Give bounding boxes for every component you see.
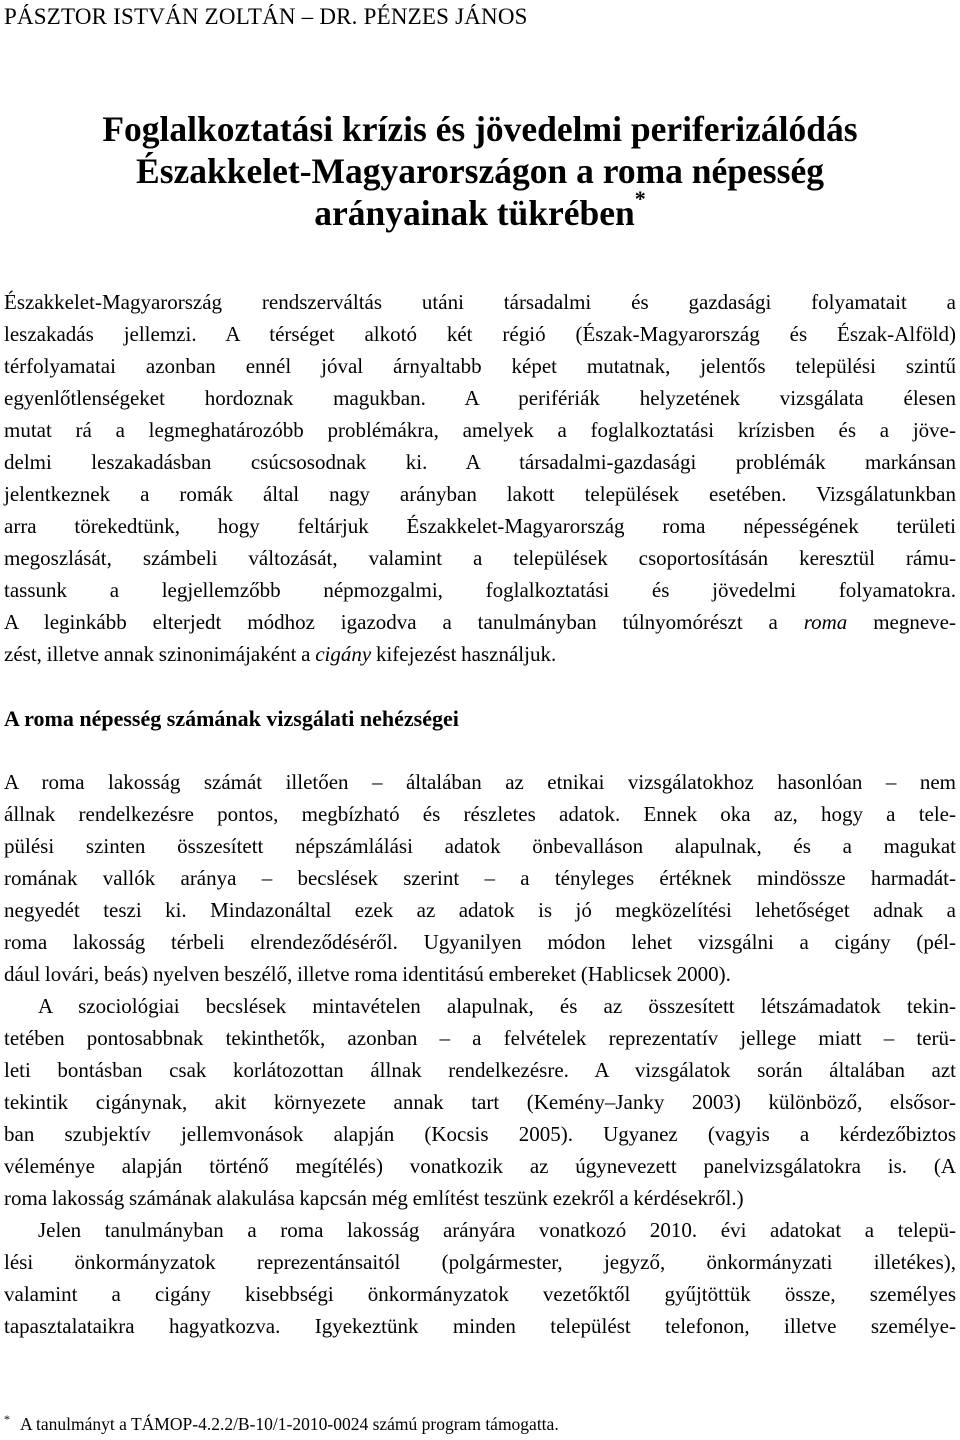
title-line-1: Foglalkoztatási krízis és jövedelmi periferizálódás — [102, 109, 858, 149]
abstract-line: térfolyamatai azonban ennél jóval árnyaltabb képet mutatnak, jelentős települési szintű — [4, 354, 956, 378]
abstract-paragraph — [4, 286, 956, 670]
italic-term-roma: roma — [803, 610, 848, 634]
article-title — [0, 108, 960, 234]
italic-term-cigany: cigány — [315, 642, 372, 666]
paragraph-1-line: dául lovári, beás) nyelven beszélő, illetve roma identitású embereket (Hablicsek 2000). — [4, 962, 731, 986]
abstract-line: delmi leszakadásban csúcsosodnak ki. A társadalmi-gazdasági problémák markánsan — [4, 450, 956, 474]
section-heading: A roma népesség számának vizsgálati nehézségei — [4, 706, 459, 731]
title-line-3 — [0, 186, 960, 234]
paragraph-3-line: Jelen tanulmányban a roma lakosság arányára vonatkozó 2010. évi adatokat a telepü- — [38, 1218, 956, 1242]
author-line: PÁSZTOR ISTVÁN ZOLTÁN – DR. PÉNZES JÁNOS — [4, 4, 528, 29]
paragraph-1-line: romának vallók aránya – becslések szerint – a tényleges értéknek mindössze harmadát- — [4, 866, 956, 890]
paragraph-3-line: lési önkormányzatok reprezentánsaitól (polgármester, jegyző, önkormányzati illetékes), — [4, 1250, 956, 1274]
abstract-line: Északkelet-Magyarország rendszerváltás utáni társadalmi és gazdasági folyamatait a — [4, 290, 956, 314]
abstract-line: tassunk a legjellemzőbb népmozgalmi, foglalkoztatási és jövedelmi folyamatokra. — [4, 578, 956, 602]
title-line-3-text: arányainak tükrében — [314, 193, 635, 233]
footnote-marker: * — [4, 1412, 10, 1427]
paragraph-2-line: tekintik cigánynak, akit környezete annak tart (Kemény–Janky 2003) különböző, elsősor- — [4, 1090, 956, 1114]
abstract-line: arra törekedtünk, hogy feltárjuk Északkelet-Magyarország roma népességének területi — [4, 514, 956, 538]
section-body — [4, 766, 956, 1342]
abstract-text: megneve- — [847, 610, 956, 634]
paragraph-2-line: A szociológiai becslések mintavételen alapulnak, és az összesített létszámadatok tekin- — [38, 994, 956, 1018]
abstract-line: mutat rá a legmeghatározóbb problémákra, amelyek a foglalkoztatási krízisben és a jöve- — [4, 418, 956, 442]
abstract-line: leszakadás jellemzi. A térséget alkotó két régió (Észak-Magyarország és Észak-Alföld) — [4, 322, 956, 346]
abstract-text: kifejezést használjuk. — [371, 642, 557, 666]
abstract-text: zést, illetve annak szinonimájaként a — [4, 642, 316, 666]
title-line-2: Északkelet-Magyarországon a roma népesség — [136, 151, 824, 191]
paragraph-2-line: ban szubjektív jellemvonások alapján (Kocsis 2005). Ugyanez (vagyis a kérdezőbiztos — [4, 1122, 956, 1146]
abstract-text: A leginkább elterjedt módhoz igazodva a tanulmányban túlnyomórészt a — [4, 610, 804, 634]
paragraph-1-line: pülési szinten összesített népszámlálási adatok önbevalláson alapulnak, és a magukat — [4, 834, 956, 858]
paragraph-3-line: valamint a cigány kisebbségi önkormányzatok vezetőktől gyűjtöttük össze, személyes — [4, 1282, 956, 1306]
abstract-line: megoszlását, számbeli változását, valamint a települések csoportosításán keresztül rámu- — [4, 546, 956, 570]
paragraph-1-line: negyedét teszi ki. Mindazonáltal ezek az adatok is jó megközelítési lehetőséget adnak a — [4, 898, 956, 922]
footnote-marker: * — [634, 186, 646, 212]
abstract-line: jelentkeznek a romák által nagy arányban lakott települések esetében. Vizsgálatunkban — [4, 482, 956, 506]
paragraph-3-line: tapasztalataikra hagyatkozva. Igyekeztünk minden települést telefonon, illetve személye- — [4, 1314, 956, 1338]
paragraph-2-line: tetében pontosabbnak tekinthetők, azonban – a felvételek reprezentatív jellege miatt – terü- — [4, 1026, 956, 1050]
paragraph-1-line: A roma lakosság számát illetően – általában az etnikai vizsgálatokhoz hasonlóan – nem — [4, 770, 956, 794]
footnote — [4, 1412, 559, 1436]
abstract-line: egyenlőtlenségeket hordoznak magukban. A perifériák helyzetének vizsgálata élesen — [4, 386, 956, 410]
abstract-line — [4, 606, 956, 638]
paragraph-2-line: leti bontásban csak korlátozottan állnak rendelkezésre. A vizsgálatok során általában azt — [4, 1058, 956, 1082]
paragraph-2-line: véleménye alapján történő megítélés) vonatkozik az úgynevezett panelvizsgálatokra is. (A — [4, 1154, 956, 1178]
abstract-line — [4, 638, 956, 670]
paragraph-2-line: roma lakosság számának alakulása kapcsán még említést teszünk ezekről a kérdésekről.) — [4, 1186, 744, 1210]
paragraph-1-line: állnak rendelkezésre pontos, megbízható és részletes adatok. Ennek oka az, hogy a tele- — [4, 802, 956, 826]
footnote-text: A tanulmányt a TÁMOP-4.2.2/B-10/1-2010-0024 számú program támogatta. — [20, 1414, 559, 1434]
paragraph-1-line: roma lakosság térbeli elrendeződéséről. Ugyanilyen módon lehet vizsgálni a cigány (pél- — [4, 930, 956, 954]
